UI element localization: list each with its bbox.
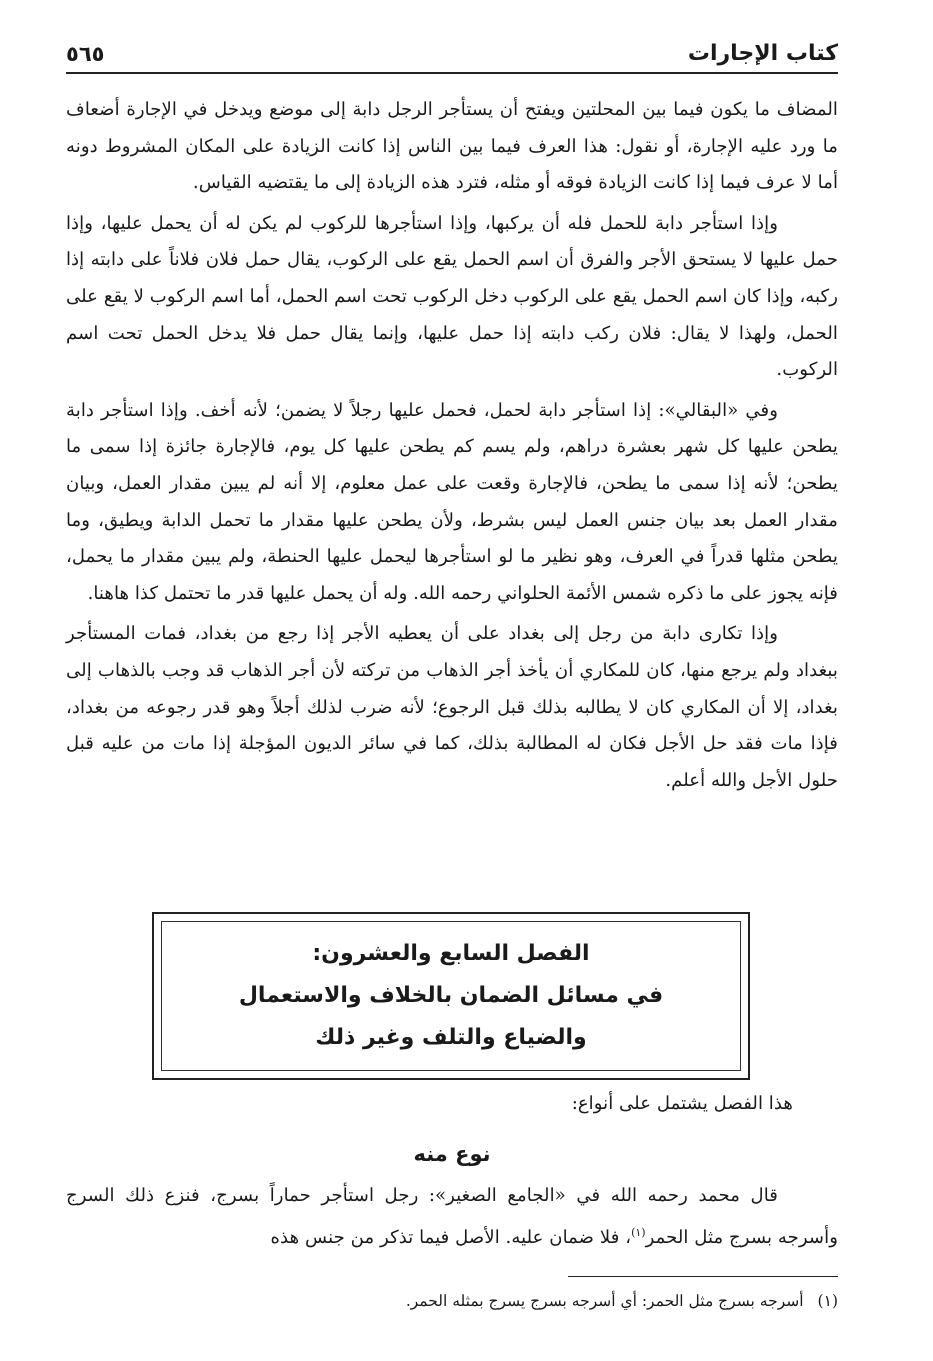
footnote-number: (١)	[817, 1292, 838, 1310]
section-intro: هذا الفصل يشتمل على أنواع:	[571, 1093, 793, 1114]
footnote-marker: (١)	[631, 1225, 646, 1239]
paragraph: وإذا استأجر دابة للحمل فله أن يركبها، وإذا استأجرها للركوب لم يكن له أن يحمل عليها، وإذا حمل عليها لا يستحق الأجر والفرق أن اسم الحمل يقع على الركوب، يقال حمل فلان فلاناً على دابته إذا ركبه، وإذا كان اسم الحمل يقع على الركوب دخل الركوب تحت اسم الحمل، أما اسم الركوب لا يقع على الحمل، ولهذا لا يقال: فلان ركب دابته إذا حمل عليها، وإنما يقال حمل فلا يدخل الحمل تحت اسم الركوب.	[66, 212, 838, 381]
running-title: كتاب الإجارات	[687, 41, 838, 66]
chapter-heading-frame	[161, 921, 741, 1071]
main-text	[66, 92, 838, 799]
subheading: نوع منه	[413, 1142, 491, 1166]
footnote	[66, 1288, 838, 1314]
page-number: ٥٦٥	[66, 42, 105, 66]
chapter-title-line: والضياع والتلف وغير ذلك	[315, 1025, 587, 1050]
paragraph: المضاف ما يكون فيما بين المحلتين ويفتح أن يستأجر الرجل دابة إلى موضع ويدخل في الإجارة أضعاف ما ورد عليه الإجارة، أو نقول: هذا العرف فيما بين الناس إذا كانت الزيادة على المكان المشروط دونه أما لا عرف فيما إذا كانت الزيادة فوقه أو مثله، فترد هذه الزيادة إلى ما يقتضيه القياس.	[66, 99, 838, 194]
chapter-title-line: في مسائل الضمان بالخلاف والاستعمال	[238, 983, 664, 1008]
paragraph-text: قال محمد رحمه الله في «الجامع الصغير»: رجل استأجر حماراً بسرج، فنزع ذلك السرج وأسرجه بسرج مثل الحمر	[66, 1185, 838, 1248]
paragraph: وإذا تكارى دابة من رجل إلى بغداد على أن يعطيه الأجر إذا رجع من بغداد، فمات المستأجر ببغداد ولم يرجع منها، كان للمكاري أن يأخذ أجر الذهاب من تركته لأن أجر الذهاب قد وجب بالذهاب إلى بغداد، إلا أن المكاري كان لا يطالبه بذلك قبل الرجوع؛ لأنه ضرب لذلك أجلاً وهو قدر رجوعه من بغداد، فإذا مات فقد حل الأجل فكان له المطالبة بذلك، كما في سائر الديون المؤجلة إذا مات من عليه قبل حلول الأجل والله أعلم.	[66, 623, 838, 791]
paragraph-text: ، فلا ضمان عليه. الأصل فيما تذكر من جنس هذه	[270, 1226, 632, 1248]
final-paragraph	[66, 1178, 838, 1256]
chapter-heading-box	[152, 912, 750, 1080]
chapter-title-line: الفصل السابع والعشرون:	[312, 941, 590, 966]
paragraph: وفي «البقالي»: إذا استأجر دابة لحمل، فحمل عليها رجلاً لا يضمن؛ لأنه أخف. وإذا استأجر دابة يطحن عليها كل شهر بعشرة دراهم، ولم يسم كم يطحن عليها كل يوم، فالإجارة جائزة إذا سمى ما يطحن؛ لأنه إذا سمى ما يطحن، فالإجارة وقعت على عمل معلوم، إلا أنه لم يبين مقدار العمل، وبيان مقدار العمل بعد بيان جنس العمل ليس بشرط، ولأن يطحن عليها مقدار ما تحمل الدابة ويطيق، وما يطحن مثلها قدراً في العرف، وهو نظير ما لو استأجرها ليحمل عليها الحنطة، ولم يبين مقدار ما يحمل، فإنه يجوز على ما ذكره شمس الأئمة الحلواني رحمه الله. وله أن يحمل عليها قدر ما تحتمل كذا هاهنا.	[66, 399, 838, 604]
page-header	[66, 30, 838, 74]
footnote-text: أسرجه بسرج مثل الحمر: أي أسرجه بسرج يسرج بمثله الحمر.	[405, 1292, 804, 1310]
footnote-divider	[568, 1276, 838, 1277]
